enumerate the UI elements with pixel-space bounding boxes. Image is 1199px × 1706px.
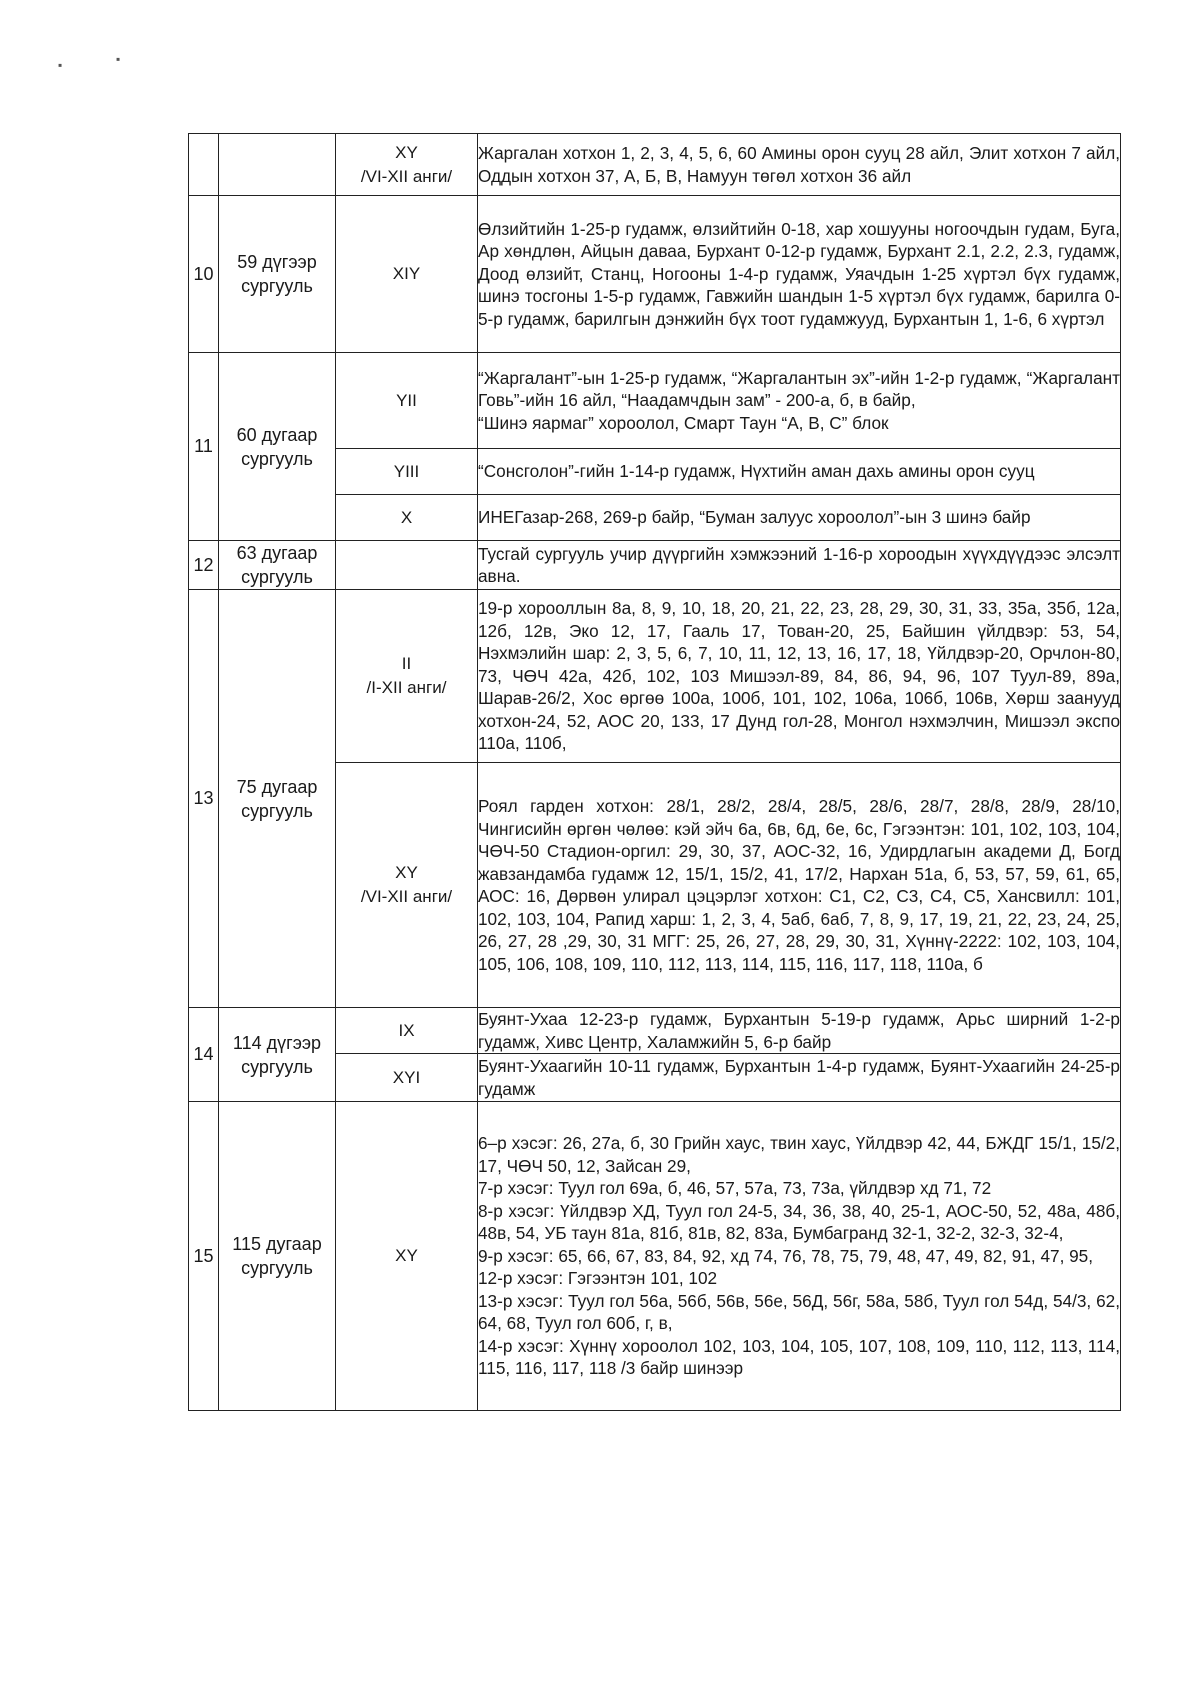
area-cell: “Сонсголон”-гийн 1-14-р гудамж, Нүхтийн аман дахь амины орон сууц	[478, 449, 1121, 495]
school-name: 115 дугаар сургууль	[219, 1102, 336, 1411]
zone-cell: XYI	[336, 1054, 478, 1102]
zone-cell: YIII	[336, 449, 478, 495]
school-name: 75 дугаар сургууль	[219, 590, 336, 1008]
row-number: 11	[189, 353, 219, 541]
area-cell: ИНЕГазар-268, 269-р байр, “Буман залуус хороолол”-ын 3 шинэ байр	[478, 495, 1121, 541]
area-cell: Роял гарден хотхон: 28/1, 28/2, 28/4, 28/5, 28/6, 28/7, 28/8, 28/9, 28/10, Чингисийн өргөн чөлөө: кэй эйч 6а, 6в, 6д, 6е, 6с, Гэгээнтэн: 101, 102, 103, 104, ЧӨЧ-50 Стадион-оргил: 29, 30, 37, АОС-32, 16, Удирдлагын академи Д, Богд жавзандамба гудамж 12, 15/1, 15/2, 41, 17/2, Нархан 51а, б, 53, 57, 59, 61, 65, АОС: 16, Дөрвөн улирал цэцэрлэг хотхон: С1, С2, С3, С4, С5, Хансвилл: 101, 102, 103, 104, Рапид харш: 1, 2, 3, 4, 5аб, 6аб, 7, 8, 9, 17, 19, 21, 22, 23, 24, 25, 26, 27, 28 ,29, 30, 31 МГГ: 25, 26, 27, 28, 29, 30, 31, Хүннү-2222: 102, 103, 104, 105, 106, 108, 109, 110, 112, 113, 114, 115, 116, 117, 118, 110а, б	[478, 763, 1121, 1008]
row-number: 10	[189, 196, 219, 353]
row-number: 15	[189, 1102, 219, 1411]
school-name: 59 дүгээр сургууль	[219, 196, 336, 353]
table-row	[189, 196, 1121, 353]
zone-cell: XY	[336, 1102, 478, 1411]
zone-cell: XY /VI-XII анги/	[336, 763, 478, 1008]
area-cell: 6–р хэсэг: 26, 27а, б, 30 Грийн хаус, твин хаус, Үйлдвэр 42, 44, БЖДГ 15/1, 15/2, 17, ЧӨЧ 50, 12, Зайсан 29, 7-р хэсэг: Туул гол 69а, б, 46, 57, 57а, 73, 73а, үйлдвэр хд 71, 72 8-р хэсэг: Үйлдвэр ХД, Туул гол 24-5, 34, 36, 38, 40, 25-1, АОС-50, 52, 48а, 48б, 48в, 54, УБ таун 81а, 81б, 81в, 82, 83а, Бумбагранд 32-1, 32-2, 32-3, 32-4, 9-р хэсэг: 65, 66, 67, 83, 84, 92, хд 74, 76, 78, 75, 79, 48, 47, 49, 82, 91, 47, 95, 12-р хэсэг: Гэгээнтэн 101, 102 13-р хэсэг: Туул гол 56а, 56б, 56в, 56е, 56Д, 56г, 58а, 58б, Туул гол 54д, 54/3, 62, 64, 68, Туул гол 60б, г, в, 14-р хэсэг: Хүннү хороолол 102, 103, 104, 105, 107, 108, 109, 110, 112, 113, 114, 115, 116, 117, 118 /3 байр шинээр	[478, 1102, 1121, 1411]
school-district-table	[188, 133, 1121, 1411]
zone-cell: YII	[336, 353, 478, 449]
area-cell: “Жаргалант”-ын 1-25-р гудамж, “Жаргалантын эх”-ийн 1-2-р гудамж, “Жаргалант Говь”-ийн 16 айл, “Наадамчдын зам” - 200-а, б, в байр, “Шинэ яармаг” хороолол, Смарт Таун “А, В, С” блок	[478, 353, 1121, 449]
zone-cell: X	[336, 495, 478, 541]
area-cell: Өлзийтийн 1-25-р гудамж, өлзийтийн 0-18, хар хошууны ногоочдын гудам, Буга, Ар хөндлөн, Айцын даваа, Бурхант 0-12-р гудамж, Бурхант 2.1, 2.2, 2.3, гудамж, Доод өлзийт, Станц, Ногооны 1-4-р гудамж, Уяачдын 1-25 хүртэл бүх гудамж, шинэ тосгоны 1-5-р гудамж, Гавжийн шандын 1-5 хүртэл бүх гудамж, барилга 0-5-р гудамж, барилгын дэнжийн бүх тоот гудамжууд, Бурхантын 1, 1-6, 6 хүртэл	[478, 196, 1121, 353]
table-row	[189, 1102, 1121, 1411]
row-number	[189, 134, 219, 196]
row-number: 13	[189, 590, 219, 1008]
school-name	[219, 134, 336, 196]
table-row	[189, 541, 1121, 590]
school-name: 60 дугаар сургууль	[219, 353, 336, 541]
area-cell: Тусгай сургууль учир дүүргийн хэмжээний 1-16-р хороодын хүүхдүүдээс элсэлт авна.	[478, 541, 1121, 590]
table-row	[189, 134, 1121, 196]
school-name: 114 дүгээр сургууль	[219, 1008, 336, 1102]
area-cell: 19-р хорооллын 8а, 8, 9, 10, 18, 20, 21, 22, 23, 28, 29, 30, 31, 33, 35а, 35б, 12а, 12б, 12в, Эко 12, 17, Гааль 17, Тован-20, 25, Байшин үйлдвэр: 53, 54, Нэхмэлийн шар: 2, 3, 5, 6, 7, 10, 11, 12, 13, 16, 17, 18, Үйлдвэр-20, Орчлон-80, 73, ЧӨЧ 42а, 42б, 102, 103 Мишээл-89, 84, 86, 94, 96, 107 Туул-89, 89а, Шарав-26/2, Хос өргөө 100а, 100б, 101, 102, 106а, 106б, 106в, Хөрш заанууд хотхон-24, 52, АОС 20, 133, 17 Дунд гол-28, Монгол нэхмэлчин, Мишээл экспо 110а, 110б,	[478, 590, 1121, 763]
table-row	[189, 590, 1121, 763]
area-cell: Буянт-Ухаагийн 10-11 гудамж, Бурхантын 1-4-р гудамж, Буянт-Ухаагийн 24-25-р гудамж	[478, 1054, 1121, 1102]
zone-cell: IX	[336, 1008, 478, 1054]
zone-cell: XY /VI-XII анги/	[336, 134, 478, 196]
table-row	[189, 1008, 1121, 1054]
page-mark: ▪	[58, 58, 63, 72]
table-row	[189, 353, 1121, 449]
zone-cell	[336, 541, 478, 590]
area-cell: Жаргалан хотхон 1, 2, 3, 4, 5, 6, 60 Амины орон сууц 28 айл, Элит хотхон 7 айл, Оддын хотхон 37, А, Б, В, Намуун төгөл хотхон 36 айл	[478, 134, 1121, 196]
row-number: 12	[189, 541, 219, 590]
area-cell: Буянт-Ухаа 12-23-р гудамж, Бурхантын 5-19-р гудамж, Арьс ширний 1-2-р гудамж, Хивс Центр, Халамжийн 5, 6-р байр	[478, 1009, 1120, 1052]
page-mark: ▪	[116, 52, 121, 66]
zone-cell: II /I-XII анги/	[336, 590, 478, 763]
row-number: 14	[189, 1008, 219, 1102]
school-name: 63 дугаар сургууль	[219, 541, 336, 590]
zone-cell: XIY	[336, 196, 478, 353]
